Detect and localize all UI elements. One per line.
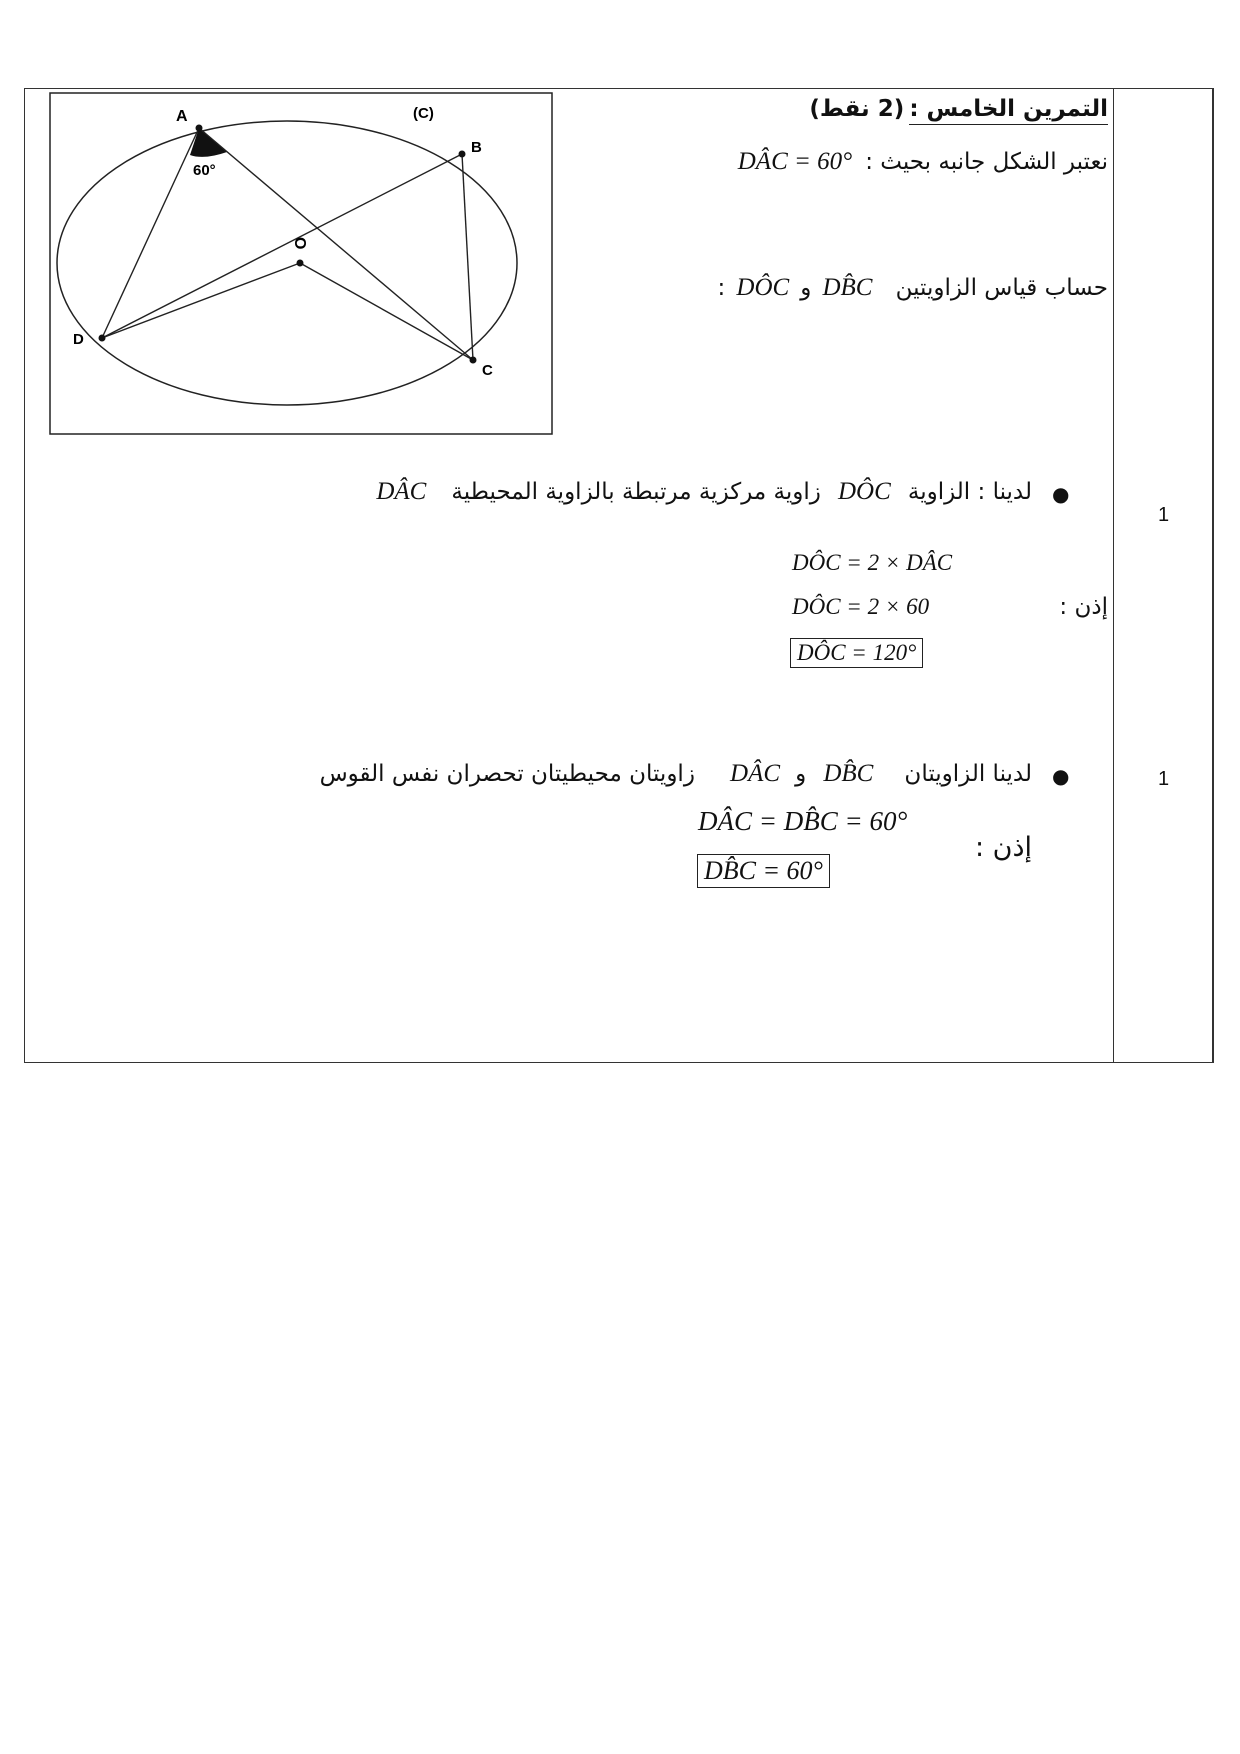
point-a-dot	[196, 125, 203, 132]
part2-statement	[320, 760, 1032, 788]
segment-bc	[462, 154, 473, 360]
label-c: C	[482, 362, 493, 379]
part1-therefore: إذن :	[1059, 594, 1108, 620]
point-o-dot	[297, 260, 304, 267]
part1-score: 1	[1158, 504, 1170, 526]
part1-result-box: DÔC = 120°	[790, 638, 923, 668]
part1-angle-doc: DÔC	[837, 478, 891, 505]
bullet-1: ●	[1052, 482, 1070, 506]
label-o: O	[291, 237, 308, 250]
table-column-divider	[1113, 88, 1114, 1063]
exercise-points: (2 نقط)	[809, 96, 905, 122]
part1-text-mid: زاوية مركزية مرتبطة بالزاوية المحيطية	[451, 479, 821, 505]
part2-score: 1	[1158, 768, 1170, 790]
segment-ac	[199, 128, 473, 360]
circle-c	[57, 121, 517, 405]
label-a: A	[176, 108, 188, 125]
table-outer-border	[1212, 88, 1213, 1063]
exercise-intro: نعتبر الشكل جانبه بحيث :	[865, 149, 1108, 175]
part2-therefore: إذن :	[974, 832, 1032, 863]
part1-text-start: لدينا : الزاوية	[907, 479, 1032, 505]
bullet-2: ●	[1052, 764, 1070, 788]
task-angle-dbc: DB̂C	[822, 274, 873, 301]
given-angle: DÂC = 60°	[737, 148, 853, 175]
part1-eq1: DÔC = 2 × DÂC	[792, 550, 953, 575]
part1-angle-dac: DÂC	[376, 478, 427, 505]
segment-db	[102, 154, 462, 338]
exercise-intro-line	[738, 148, 1108, 176]
geometry-figure	[49, 92, 554, 437]
point-d-dot	[99, 335, 106, 342]
segment-oc	[300, 263, 473, 360]
part2-angle-dbc: DB̂C	[823, 760, 874, 787]
part2-result-box: DB̂C = 60°	[697, 854, 830, 888]
task-angle-doc: DÔC	[736, 274, 790, 301]
part2-text-end: زاويتان محيطيتان تحصران نفس القوس	[319, 761, 695, 787]
point-c-dot	[470, 357, 477, 364]
exercise-header	[809, 96, 1108, 122]
point-b-dot	[459, 151, 466, 158]
part2-text-start: لدينا الزاويتان	[904, 761, 1032, 787]
part2-angle-dac: DÂC	[730, 760, 781, 787]
task-colon: :	[717, 275, 726, 301]
part2-eq1: DÂC = DB̂C = 60°	[698, 806, 908, 836]
part1-eq2: DÔC = 2 × 60	[792, 594, 930, 619]
label-b: B	[471, 139, 482, 156]
task-and: و	[800, 275, 812, 301]
label-circle: (C)	[413, 105, 434, 122]
exercise-task-line	[718, 274, 1108, 302]
label-d: D	[73, 331, 84, 348]
exercise-title: التمرين الخامس :	[909, 96, 1108, 125]
part1-statement	[376, 478, 1032, 506]
task-text: حساب قياس الزاويتين	[895, 275, 1108, 301]
part2-and: و	[795, 761, 807, 787]
label-angle: 60°	[193, 162, 216, 179]
